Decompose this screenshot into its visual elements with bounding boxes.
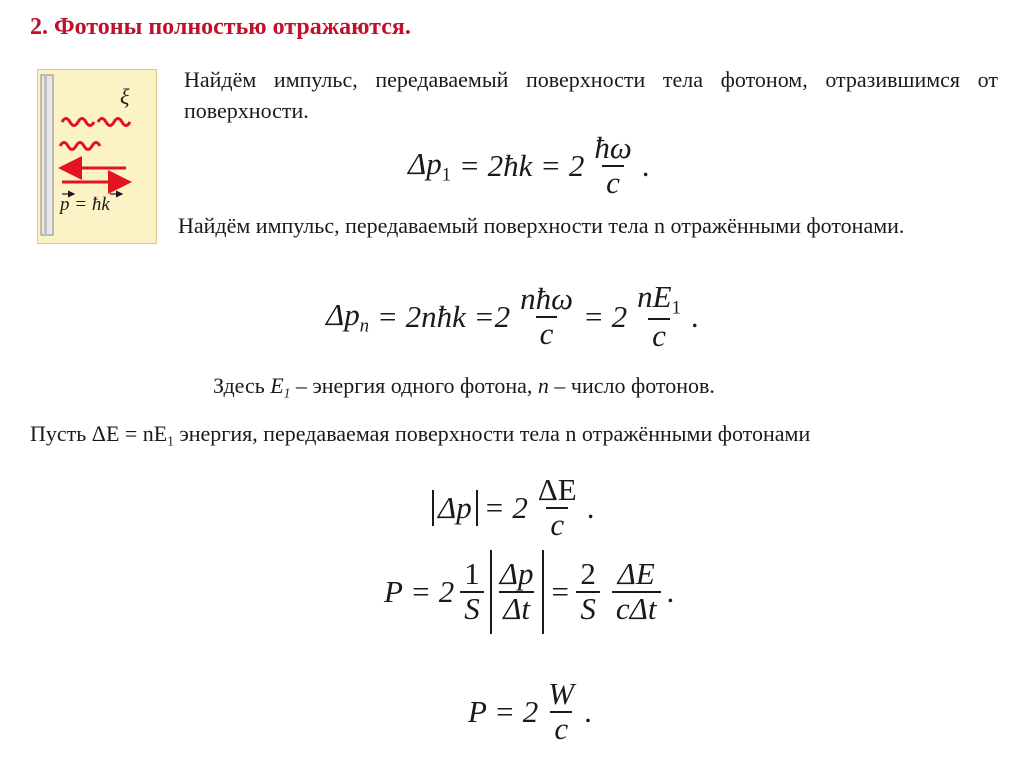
equation-4: P = 2 $\frac{1}{S}$ $\frac{\Delta p}{\Delta t}$ = $\frac{2}{S}$ $\frac{\Delta E}{\text{cΔt}}$ . <box>384 546 674 638</box>
momentum-label: p = ħk <box>60 194 110 215</box>
equation-3: Δp = 2 $\frac{\Delta E}{c}$ . <box>432 466 595 550</box>
paragraph-3: Пусть $\Delta E = nE_1$ энергия, передаваемая поверхности тела n отражёнными фотонами <box>30 421 811 449</box>
equation-2: $\Delta p_n$ = 2nħk =2 $\frac{\text{nħω}}{c}$ = 2 $\frac{nE_1}{c}$ . <box>326 279 699 354</box>
eq3-fraction: $\frac{\Delta E}{c}$ <box>537 472 577 542</box>
paragraph-2: Найдём импульс, передаваемый поверхности тела n отражёнными фотонами. <box>178 213 905 238</box>
incoming-wave-1 <box>98 119 130 126</box>
slide-title: 2. Фотоны полностью отражаются. <box>30 14 411 40</box>
reflection-diagram <box>38 70 156 243</box>
photon-reflection-illustration <box>37 69 157 244</box>
eq4-fraction-1: $\frac{1}{S}$ <box>460 558 484 625</box>
eq1-mid: = 2ħk = 2 <box>459 148 585 183</box>
equation-5: P = 2 $\frac{W}{c}$ . <box>468 676 592 746</box>
eq2-fraction-2: $\frac{nE_1}{c}$ <box>637 279 681 354</box>
eq5-fraction: $\frac{W}{c}$ <box>548 676 575 746</box>
eq4-fraction-3: $\frac{2}{S}$ <box>576 558 600 625</box>
incoming-wave-2 <box>62 119 94 126</box>
eq4-abs: $\frac{\Delta p}{\Delta t}$ <box>490 550 544 634</box>
reflected-wave <box>60 143 100 150</box>
eq4-fraction-4: $\frac{\Delta E}{\text{cΔt}}$ <box>612 558 661 625</box>
eq1-lhs: $\Delta p_1$ <box>408 145 451 186</box>
note-line: Здесь $E_1$ – энергия одного фотона, n – число фотонов. <box>213 373 715 401</box>
xi-label: ξ <box>120 84 130 109</box>
eq2-fraction-1: $\frac{\text{nħω}}{c}$ <box>520 281 573 351</box>
equation-1: $\Delta p_1$ = 2ħk = 2 $\frac{ħ\omega}{c}$ . <box>408 130 650 200</box>
paragraph-1: Найдём импульс, передаваемый поверхности тела фотоном, отразившимся от поверхности. <box>184 67 998 123</box>
eq1-fraction: $\frac{ħ\omega}{c}$ <box>594 130 632 200</box>
eq3-abs: Δp <box>432 490 478 526</box>
